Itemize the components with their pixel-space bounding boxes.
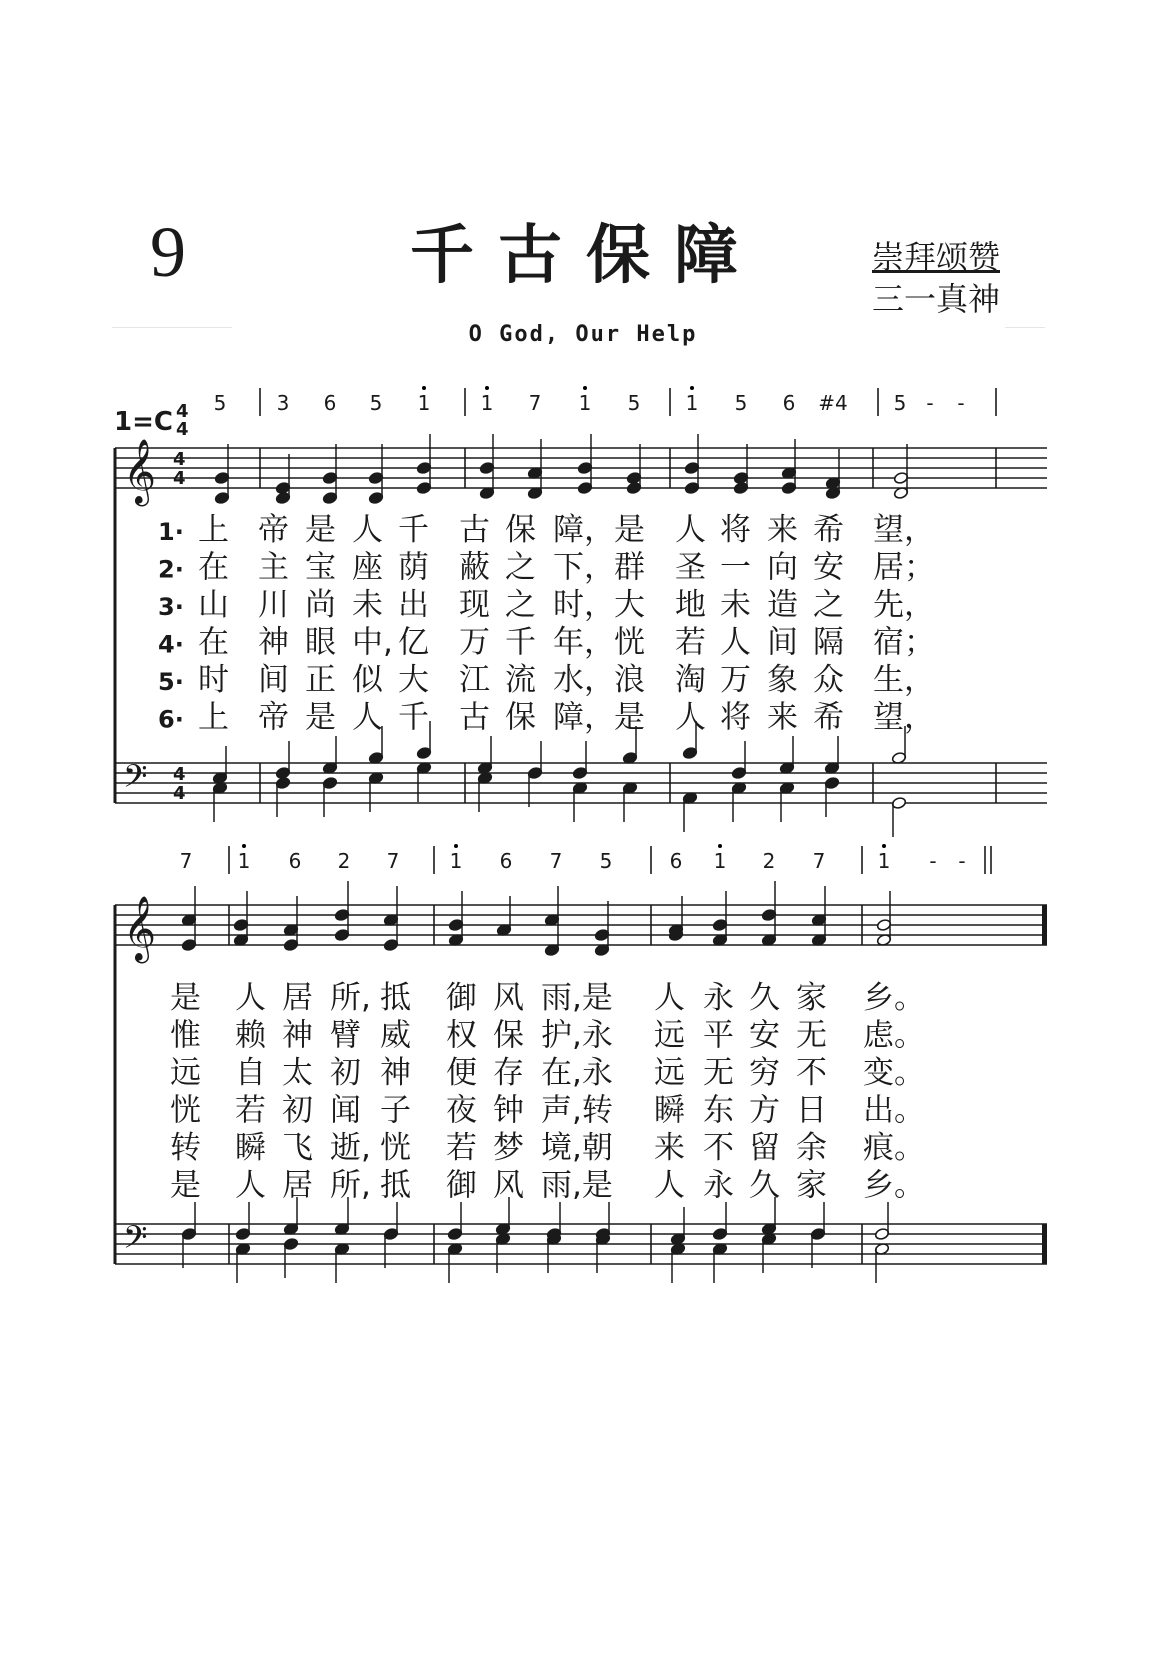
- lyric-syllable: 中,: [352, 624, 393, 661]
- lyric-syllable: 眼: [305, 624, 336, 661]
- lyric-syllable: 居: [282, 1167, 313, 1204]
- jianpu-note: #4: [818, 391, 848, 415]
- lyric-syllable: 乡。: [863, 980, 925, 1016]
- verse-number: 4·: [158, 630, 184, 659]
- lyric-syllable: 远: [654, 1017, 685, 1054]
- lyric-syllable: 永: [703, 1167, 734, 1204]
- lyric-syllable: 初: [330, 1055, 361, 1091]
- time-sig-bottom: 4: [173, 468, 186, 489]
- final-barline: [1042, 905, 1047, 945]
- lyric-syllable: 夜: [446, 1092, 477, 1129]
- lyric-syllable: 人: [675, 512, 706, 548]
- lyric-syllable: 似: [352, 662, 383, 698]
- lyric-syllable: 神: [380, 1055, 411, 1091]
- lyric-syllable: 穷: [749, 1055, 780, 1091]
- lyric-syllable: 所,: [330, 980, 371, 1016]
- jianpu-note: 1: [449, 849, 463, 873]
- jianpu-note: 1: [480, 391, 494, 415]
- lyric-syllable: 大: [614, 587, 645, 623]
- jianpu-note: 7: [386, 849, 400, 873]
- lyric-syllable: 江: [459, 662, 490, 698]
- lyric-syllable: 千: [505, 624, 536, 661]
- time-signature-top: 4: [176, 401, 189, 422]
- lyric-syllable: 上: [198, 512, 229, 548]
- time-sig-top: 4: [173, 764, 186, 785]
- lyric-syllable: 护,永: [541, 1017, 613, 1054]
- lyric-syllable: 风: [493, 980, 524, 1016]
- lyric-syllable: 浪: [614, 662, 645, 698]
- time-sig-bottom: 4: [173, 783, 186, 804]
- jianpu-octave-dot: [454, 844, 458, 848]
- lyric-syllable: 川: [258, 587, 289, 623]
- lyric-syllable: 在: [198, 624, 229, 661]
- lyric-syllable: 不: [703, 1130, 734, 1166]
- lyric-syllable: 太: [282, 1055, 313, 1091]
- lyric-syllable: 是: [305, 512, 336, 548]
- lyric-syllable: 留: [749, 1130, 780, 1166]
- lyric-syllable: 虑。: [863, 1017, 925, 1054]
- lyric-syllable: 无: [796, 1017, 827, 1054]
- jianpu-note: 7: [179, 849, 193, 873]
- lyric-syllable: 淘: [675, 662, 706, 698]
- lyric-syllable: 障，: [553, 699, 615, 736]
- bass-clef-icon: 𝄢: [123, 1219, 148, 1263]
- bass-clef-icon: 𝄢: [123, 758, 148, 802]
- lyric-syllable: 家: [796, 1167, 827, 1204]
- lyric-syllable: 平: [703, 1017, 734, 1054]
- lyric-syllable: 流: [505, 662, 536, 698]
- lyric-syllable: 万: [459, 624, 490, 661]
- lyric-syllable: 来: [654, 1130, 685, 1166]
- jianpu-note: 1: [685, 391, 699, 415]
- lyric-syllable: 久: [749, 980, 780, 1016]
- lyric-syllable: 来: [767, 512, 798, 548]
- lyric-syllable: 瞬: [654, 1092, 685, 1129]
- lyric-syllable: 万: [720, 662, 751, 698]
- lyric-syllable: 在,永: [541, 1055, 613, 1091]
- jianpu-note: -: [929, 849, 937, 873]
- lyric-syllable: 希: [813, 699, 844, 736]
- lyric-syllable: 之: [505, 587, 536, 623]
- category-sub: 三一真神: [872, 280, 1001, 318]
- lyric-syllable: 若: [235, 1092, 266, 1129]
- jianpu-note: 6: [669, 849, 683, 873]
- verse-number: 2·: [158, 555, 184, 584]
- lyric-syllable: 人: [235, 1167, 266, 1204]
- jianpu-note: -: [926, 391, 934, 415]
- lyric-syllable: 人: [235, 980, 266, 1016]
- jianpu-octave-dot: [422, 386, 426, 390]
- jianpu-octave-dot: [690, 386, 694, 390]
- lyric-syllable: 地: [675, 587, 706, 623]
- lyric-syllable: 障，: [553, 512, 615, 548]
- lyric-syllable: 东: [703, 1092, 734, 1129]
- lyric-syllable: 风: [493, 1167, 524, 1204]
- lyric-syllable: 是: [614, 512, 645, 548]
- lyric-syllable: 恍: [614, 624, 645, 661]
- lyric-syllable: 是: [170, 980, 201, 1016]
- lyric-syllable: 惟: [170, 1017, 201, 1054]
- lyric-syllable: 居: [282, 980, 313, 1016]
- lyric-syllable: 荫: [398, 549, 429, 586]
- lyric-syllable: 便: [446, 1055, 477, 1091]
- jianpu-note: 2: [762, 849, 776, 873]
- lyric-syllable: 神: [282, 1017, 313, 1054]
- jianpu-note: 7: [812, 849, 826, 873]
- lyric-syllable: 初: [282, 1092, 313, 1129]
- verse-number: 6·: [158, 705, 184, 734]
- hymn-number: 9: [150, 212, 186, 292]
- treble-clef-icon: 𝄞: [123, 439, 157, 504]
- lyric-syllable: 久: [749, 1167, 780, 1204]
- lyric-syllable: 雨,是: [541, 1167, 613, 1204]
- lyric-syllable: 大: [398, 662, 429, 698]
- lyric-syllable: 人: [654, 980, 685, 1016]
- hymn-title: 千古保障: [410, 219, 762, 293]
- lyric-syllable: 先，: [873, 587, 935, 623]
- key-signature: 1=C: [114, 407, 173, 437]
- lyric-syllable: 造: [767, 587, 798, 623]
- lyric-syllable: 恍: [170, 1092, 201, 1129]
- lyric-syllable: 间: [258, 662, 289, 698]
- lyric-syllable: 人: [654, 1167, 685, 1204]
- lyric-syllable: 一: [720, 549, 751, 586]
- lyric-syllable: 未: [720, 587, 751, 623]
- lyric-syllable: 居；: [873, 549, 935, 586]
- treble-clef-icon: 𝄞: [123, 896, 157, 961]
- lyric-syllable: 众: [813, 662, 844, 698]
- lyric-syllable: 望，: [873, 699, 935, 736]
- lyric-syllable: 古: [459, 699, 490, 736]
- lyric-syllable: 上: [198, 699, 229, 736]
- jianpu-note: 3: [276, 391, 290, 415]
- hymn-subtitle: O God, Our Help: [468, 322, 698, 347]
- lyric-syllable: 隔: [813, 624, 844, 661]
- lyric-syllable: 御: [446, 980, 477, 1016]
- lyric-syllable: 所,: [330, 1167, 371, 1204]
- lyric-syllable: 变。: [863, 1055, 925, 1091]
- lyric-syllable: 恍: [380, 1130, 411, 1166]
- lyric-syllable: 时，: [553, 587, 615, 623]
- verse-number: 3·: [158, 593, 184, 621]
- jianpu-note: 5: [893, 391, 907, 415]
- lyric-syllable: 安: [749, 1017, 780, 1054]
- lyric-syllable: 尚: [305, 587, 336, 623]
- lyric-syllable: 出。: [863, 1092, 925, 1129]
- lyric-syllable: 梦: [493, 1130, 524, 1166]
- lyric-syllable: 正: [305, 662, 336, 698]
- jianpu-note: 6: [782, 391, 796, 415]
- jianpu-octave-dot: [718, 844, 722, 848]
- lyric-syllable: 自: [235, 1055, 266, 1091]
- jianpu-note: 5: [599, 849, 613, 873]
- time-sig-top: 4: [173, 449, 186, 470]
- lyric-syllable: 水，: [553, 662, 615, 698]
- lyric-syllable: 转: [170, 1130, 201, 1166]
- lyric-syllable: 人: [352, 512, 383, 548]
- category-main: 崇拜颂赞: [872, 238, 1001, 276]
- jianpu-note: 2: [337, 849, 351, 873]
- lyric-syllable: 无: [703, 1055, 734, 1091]
- lyric-syllable: 下，: [553, 549, 615, 586]
- lyric-syllable: 人: [675, 699, 706, 736]
- lyric-syllable: 远: [654, 1055, 685, 1091]
- jianpu-octave-dot: [242, 844, 246, 848]
- jianpu-note: 1: [713, 849, 727, 873]
- lyric-syllable: 将: [720, 699, 751, 736]
- jianpu-note: 5: [627, 391, 641, 415]
- jianpu-note: 6: [323, 391, 337, 415]
- jianpu-note: 5: [369, 391, 383, 415]
- lyric-syllable: 御: [446, 1167, 477, 1204]
- lyric-syllable: 象: [767, 662, 798, 698]
- jianpu-note: 5: [734, 391, 748, 415]
- lyric-syllable: 向: [767, 549, 798, 586]
- jianpu-note: 6: [499, 849, 513, 873]
- jianpu-octave-dot: [485, 386, 489, 390]
- jianpu-note: 6: [288, 849, 302, 873]
- jianpu-note: 7: [549, 849, 563, 873]
- verse-number: 5·: [158, 668, 184, 696]
- lyric-syllable: 人: [720, 624, 751, 661]
- final-barline: [1042, 1224, 1047, 1264]
- jianpu-octave-dot: [583, 386, 587, 390]
- lyric-syllable: 抵: [380, 1167, 411, 1204]
- lyric-syllable: 蔽: [459, 549, 490, 586]
- lyric-syllable: 赖: [235, 1017, 266, 1054]
- lyric-syllable: 若: [675, 624, 706, 661]
- lyric-syllable: 千: [398, 699, 429, 736]
- lyric-syllable: 间: [767, 624, 798, 661]
- lyric-syllable: 抵: [380, 980, 411, 1016]
- jianpu-note: 1: [417, 391, 431, 415]
- lyric-syllable: 是: [305, 699, 336, 736]
- lyric-syllable: 古: [459, 512, 490, 548]
- jianpu-octave-dot: [882, 844, 886, 848]
- jianpu-note: 7: [528, 391, 542, 415]
- lyric-syllable: 座: [352, 549, 383, 586]
- lyric-syllable: 宝: [305, 549, 336, 586]
- lyric-syllable: 圣: [675, 549, 706, 586]
- lyric-syllable: 群: [614, 549, 645, 586]
- time-signature-bottom: 4: [176, 419, 189, 440]
- lyric-syllable: 千: [398, 512, 429, 548]
- verse-number: 1·: [158, 518, 184, 546]
- lyric-syllable: 方: [749, 1092, 780, 1129]
- lyric-syllable: 子: [380, 1092, 411, 1129]
- jianpu-note: 1: [578, 391, 592, 415]
- lyric-syllable: 余: [796, 1130, 827, 1166]
- lyric-syllable: 境,朝: [541, 1130, 613, 1166]
- lyric-syllable: 闻: [330, 1092, 361, 1129]
- lyric-syllable: 逝,: [330, 1130, 371, 1166]
- jianpu-note: 1: [877, 849, 891, 873]
- lyric-syllable: 威: [380, 1017, 411, 1054]
- lyric-syllable: 年，: [553, 624, 615, 661]
- jianpu-note: -: [958, 849, 966, 873]
- lyric-syllable: 是: [614, 699, 645, 736]
- lyric-syllable: 宿；: [873, 624, 935, 661]
- lyric-syllable: 永: [703, 980, 734, 1016]
- lyric-syllable: 之: [505, 549, 536, 586]
- lyric-syllable: 安: [813, 549, 844, 586]
- lyric-syllable: 之: [813, 587, 844, 623]
- lyric-syllable: 帝: [258, 512, 289, 548]
- jianpu-note: -: [957, 391, 965, 415]
- lyric-syllable: 出: [398, 587, 429, 623]
- lyric-syllable: 望，: [873, 512, 935, 548]
- lyric-syllable: 神: [258, 624, 289, 661]
- lyric-syllable: 日: [796, 1092, 827, 1129]
- lyric-syllable: 不: [796, 1055, 827, 1091]
- lyric-syllable: 瞬: [235, 1130, 266, 1166]
- lyric-syllable: 钟: [493, 1092, 524, 1129]
- lyric-syllable: 若: [446, 1130, 477, 1166]
- lyric-syllable: 乡。: [863, 1167, 925, 1204]
- lyric-syllable: 帝: [258, 699, 289, 736]
- lyric-syllable: 未: [352, 587, 383, 623]
- lyric-syllable: 人: [352, 699, 383, 736]
- lyric-syllable: 保: [505, 512, 536, 548]
- lyric-syllable: 家: [796, 980, 827, 1016]
- lyric-syllable: 主: [258, 549, 289, 586]
- lyric-syllable: 时: [198, 662, 229, 698]
- lyric-syllable: 将: [720, 512, 751, 548]
- lyric-syllable: 远: [170, 1055, 201, 1091]
- lyric-syllable: 保: [505, 699, 536, 736]
- lyric-syllable: 在: [198, 549, 229, 586]
- lyric-syllable: 希: [813, 512, 844, 548]
- lyric-syllable: 是: [170, 1167, 201, 1204]
- lyric-syllable: 存: [493, 1055, 524, 1091]
- lyric-syllable: 山: [198, 587, 229, 623]
- lyric-syllable: 飞: [282, 1130, 313, 1166]
- lyric-syllable: 来: [767, 699, 798, 736]
- lyric-syllable: 臂: [330, 1017, 361, 1054]
- lyric-syllable: 权: [446, 1017, 477, 1054]
- lyric-syllable: 保: [493, 1017, 524, 1054]
- lyric-syllable: 生，: [873, 662, 935, 698]
- lyric-syllable: 痕。: [863, 1130, 925, 1166]
- lyric-syllable: 声,转: [541, 1092, 613, 1129]
- lyric-syllable: 亿: [398, 624, 429, 661]
- jianpu-note: 5: [213, 391, 227, 415]
- lyric-syllable: 现: [459, 587, 490, 623]
- lyric-syllable: 雨,是: [541, 980, 613, 1016]
- jianpu-note: 1: [237, 849, 251, 873]
